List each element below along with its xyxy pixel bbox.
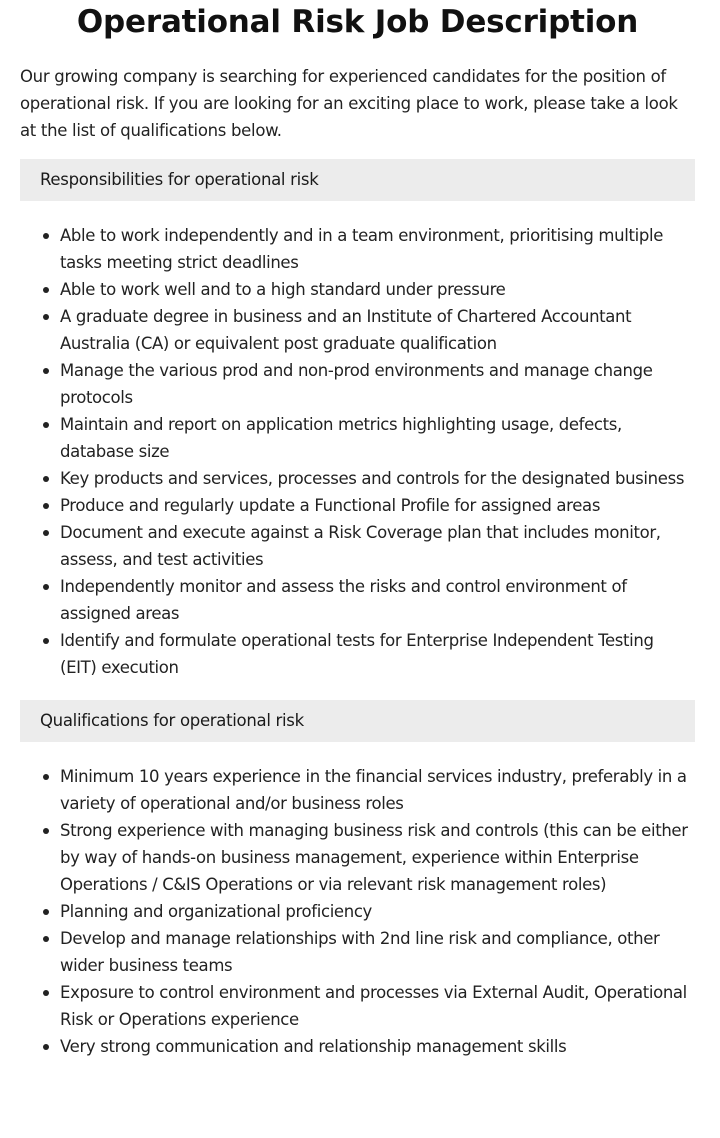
list-item: Produce and regularly update a Functional Profile for assigned areas bbox=[60, 492, 695, 519]
responsibilities-heading: Responsibilities for operational risk bbox=[20, 159, 695, 201]
list-item: Able to work independently and in a team environment, prioritising multiple tasks meeting strict deadlines bbox=[60, 222, 695, 276]
list-item: Key products and services, processes and controls for the designated business bbox=[60, 465, 695, 492]
list-item: Very strong communication and relationship management skills bbox=[60, 1033, 695, 1060]
list-item: Exposure to control environment and processes via External Audit, Operational Risk or Operations experience bbox=[60, 979, 695, 1033]
qualifications-heading: Qualifications for operational risk bbox=[20, 700, 695, 742]
list-item: Identify and formulate operational tests for Enterprise Independent Testing (EIT) execution bbox=[60, 627, 695, 681]
list-item: Independently monitor and assess the risks and control environment of assigned areas bbox=[60, 573, 695, 627]
page-title: Operational Risk Job Description bbox=[76, 4, 639, 40]
list-item: Strong experience with managing business risk and controls (this can be either by way of hands-on business management, experience within Enterprise Operations / C&IS Operations or via relevant risk management roles) bbox=[60, 817, 695, 898]
list-item: Manage the various prod and non-prod environments and manage change protocols bbox=[60, 357, 695, 411]
list-item: A graduate degree in business and an Institute of Chartered Accountant Australia (CA) or equivalent post graduate qualification bbox=[60, 303, 695, 357]
intro-paragraph: Our growing company is searching for experienced candidates for the position of operational risk. If you are looking for an exciting place to work, please take a look at the list of qualifications below. bbox=[20, 67, 678, 140]
list-item: Able to work well and to a high standard under pressure bbox=[60, 276, 695, 303]
responsibilities-list bbox=[20, 222, 695, 681]
qualifications-list bbox=[20, 763, 695, 1060]
list-item: Maintain and report on application metrics highlighting usage, defects, database size bbox=[60, 411, 695, 465]
list-item: Develop and manage relationships with 2nd line risk and compliance, other wider business teams bbox=[60, 925, 695, 979]
list-item: Planning and organizational proficiency bbox=[60, 898, 695, 925]
list-item: Document and execute against a Risk Coverage plan that includes monitor, assess, and test activities bbox=[60, 519, 695, 573]
list-item: Minimum 10 years experience in the financial services industry, preferably in a variety of operational and/or business roles bbox=[60, 763, 695, 817]
